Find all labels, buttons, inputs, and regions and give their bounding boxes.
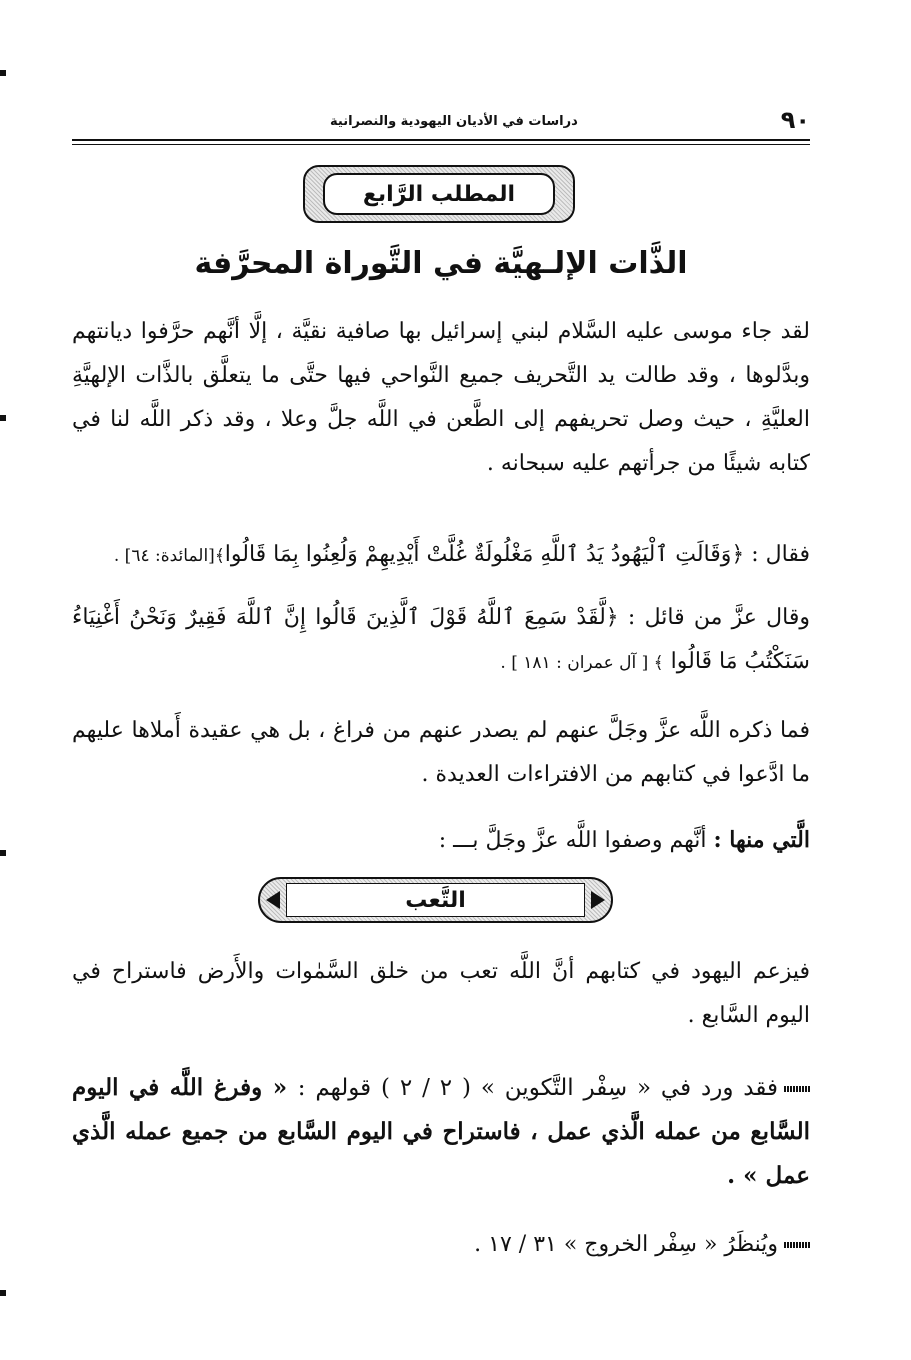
page-number: ٩٠	[780, 106, 810, 134]
book-title: دراسات في الأديان اليهودية والنصرانية	[330, 114, 578, 129]
quran-verse: وَقَالَتِ ٱلْيَهُودُ يَدُ ٱللَّهِ مَغْلُولَةٌ غُلَّتْ أَيْدِيهِمْ وَلُعِنُوا بِمَا قَالُوا	[224, 542, 732, 567]
reference-text: ويُنظَرُ « سِفْر الخروج » ٣١ / ١٧ .	[474, 1232, 778, 1257]
paragraph-lead-bold: الَّتي منها :	[713, 827, 810, 853]
section-label: المطلب الرَّابع	[362, 181, 516, 207]
paragraph-belief: فما ذكره اللَّه عزَّ وجَلَّ عنهم لم يصدر عنهم من فراغ ، بل هي عقيدة أَملاها عليهم ما ادَّعوا في كتابهم من الافتراءات العديدة .	[72, 718, 810, 787]
paragraph-genesis-quote	[72, 1066, 840, 1198]
paragraph-lead: فقال : ﴿	[731, 542, 810, 567]
subheading-label: التَّعب	[405, 887, 466, 913]
header-rule	[72, 139, 810, 141]
quran-verse: لَّقَدْ سَمِعَ ٱللَّهُ قَوْلَ ٱلَّذِينَ قَالُوا إِنَّ ٱللَّهَ فَقِيرٌ وَنَحْنُ أَغْنِيَاءُ سَنَكْتُبُ مَا قَالُوا	[72, 605, 810, 674]
bullet-icon	[784, 1086, 810, 1092]
scan-edge-mark	[0, 1290, 6, 1296]
paragraph-lead: وقال عزَّ من قائل : ﴿	[605, 605, 811, 630]
subheading-inner	[286, 883, 585, 917]
running-header	[72, 106, 810, 136]
section-frame-inner	[323, 173, 555, 215]
paragraph-exodus-ref	[72, 1223, 840, 1267]
subheading-banner	[258, 877, 613, 923]
arrow-right-icon	[591, 891, 605, 909]
section-frame	[303, 165, 575, 223]
scan-edge-mark	[0, 70, 6, 76]
paragraph-intro: لقد جاء موسى عليه السَّلام لبني إسرائيل بها صافية نقيَّة ، إلَّا أنَّهم حرَّفوا ديانتهم وبدَّلوها ، وقد طالت يد التَّحريف جميع النَّواحي فيها حتَّى ما يتعلَّق بالذَّات الإلهيَّةِ العليَّةِ ، حيث وصل تحريفهم إلى الطَّعن في اللَّه جلَّ وعلا ، وقد ذكر اللَّه لنا في كتابه شيئًا من جرأتهم عليه سبحانه .	[72, 319, 810, 476]
paragraph-quran-imran	[72, 596, 840, 685]
arrow-left-icon	[266, 891, 280, 909]
header-rule-thin	[72, 144, 810, 145]
paragraph-rest: أنَّهم وصفوا اللَّه عزَّ وجَلَّ بـــ :	[438, 828, 707, 853]
paragraph-quran-maidah	[72, 533, 840, 578]
bullet-icon	[784, 1242, 810, 1248]
paragraph-list-intro	[72, 818, 840, 863]
verse-reference: ﴾ [ آل عمران : ١٨١ ] .	[500, 653, 664, 673]
paragraph-lead: فقد ورد في « سِفْر التَّكوين » ( ٢ / ٢ ) قولهم :	[297, 1075, 779, 1101]
scan-edge-mark	[0, 415, 6, 421]
scan-edge-mark	[0, 850, 6, 856]
section-title: الذَّات الإلـهيَّة في التَّوراة المحرَّفة	[194, 246, 688, 281]
verse-reference: ﴾[المائدة: ٦٤] .	[113, 546, 225, 566]
paragraph-tiredness: فيزعم اليهود في كتابهم أنَّ اللَّه تعب من خلق السَّمٰوات والأَرض فاستراح في اليوم السَّابع .	[72, 959, 810, 1028]
quoted-text: « وفرغ اللَّه في اليوم السَّابع من عمله الَّذي عمل ، فاستراح في اليوم السَّابع من جميع عمله الَّذي عمل » .	[72, 1074, 810, 1189]
